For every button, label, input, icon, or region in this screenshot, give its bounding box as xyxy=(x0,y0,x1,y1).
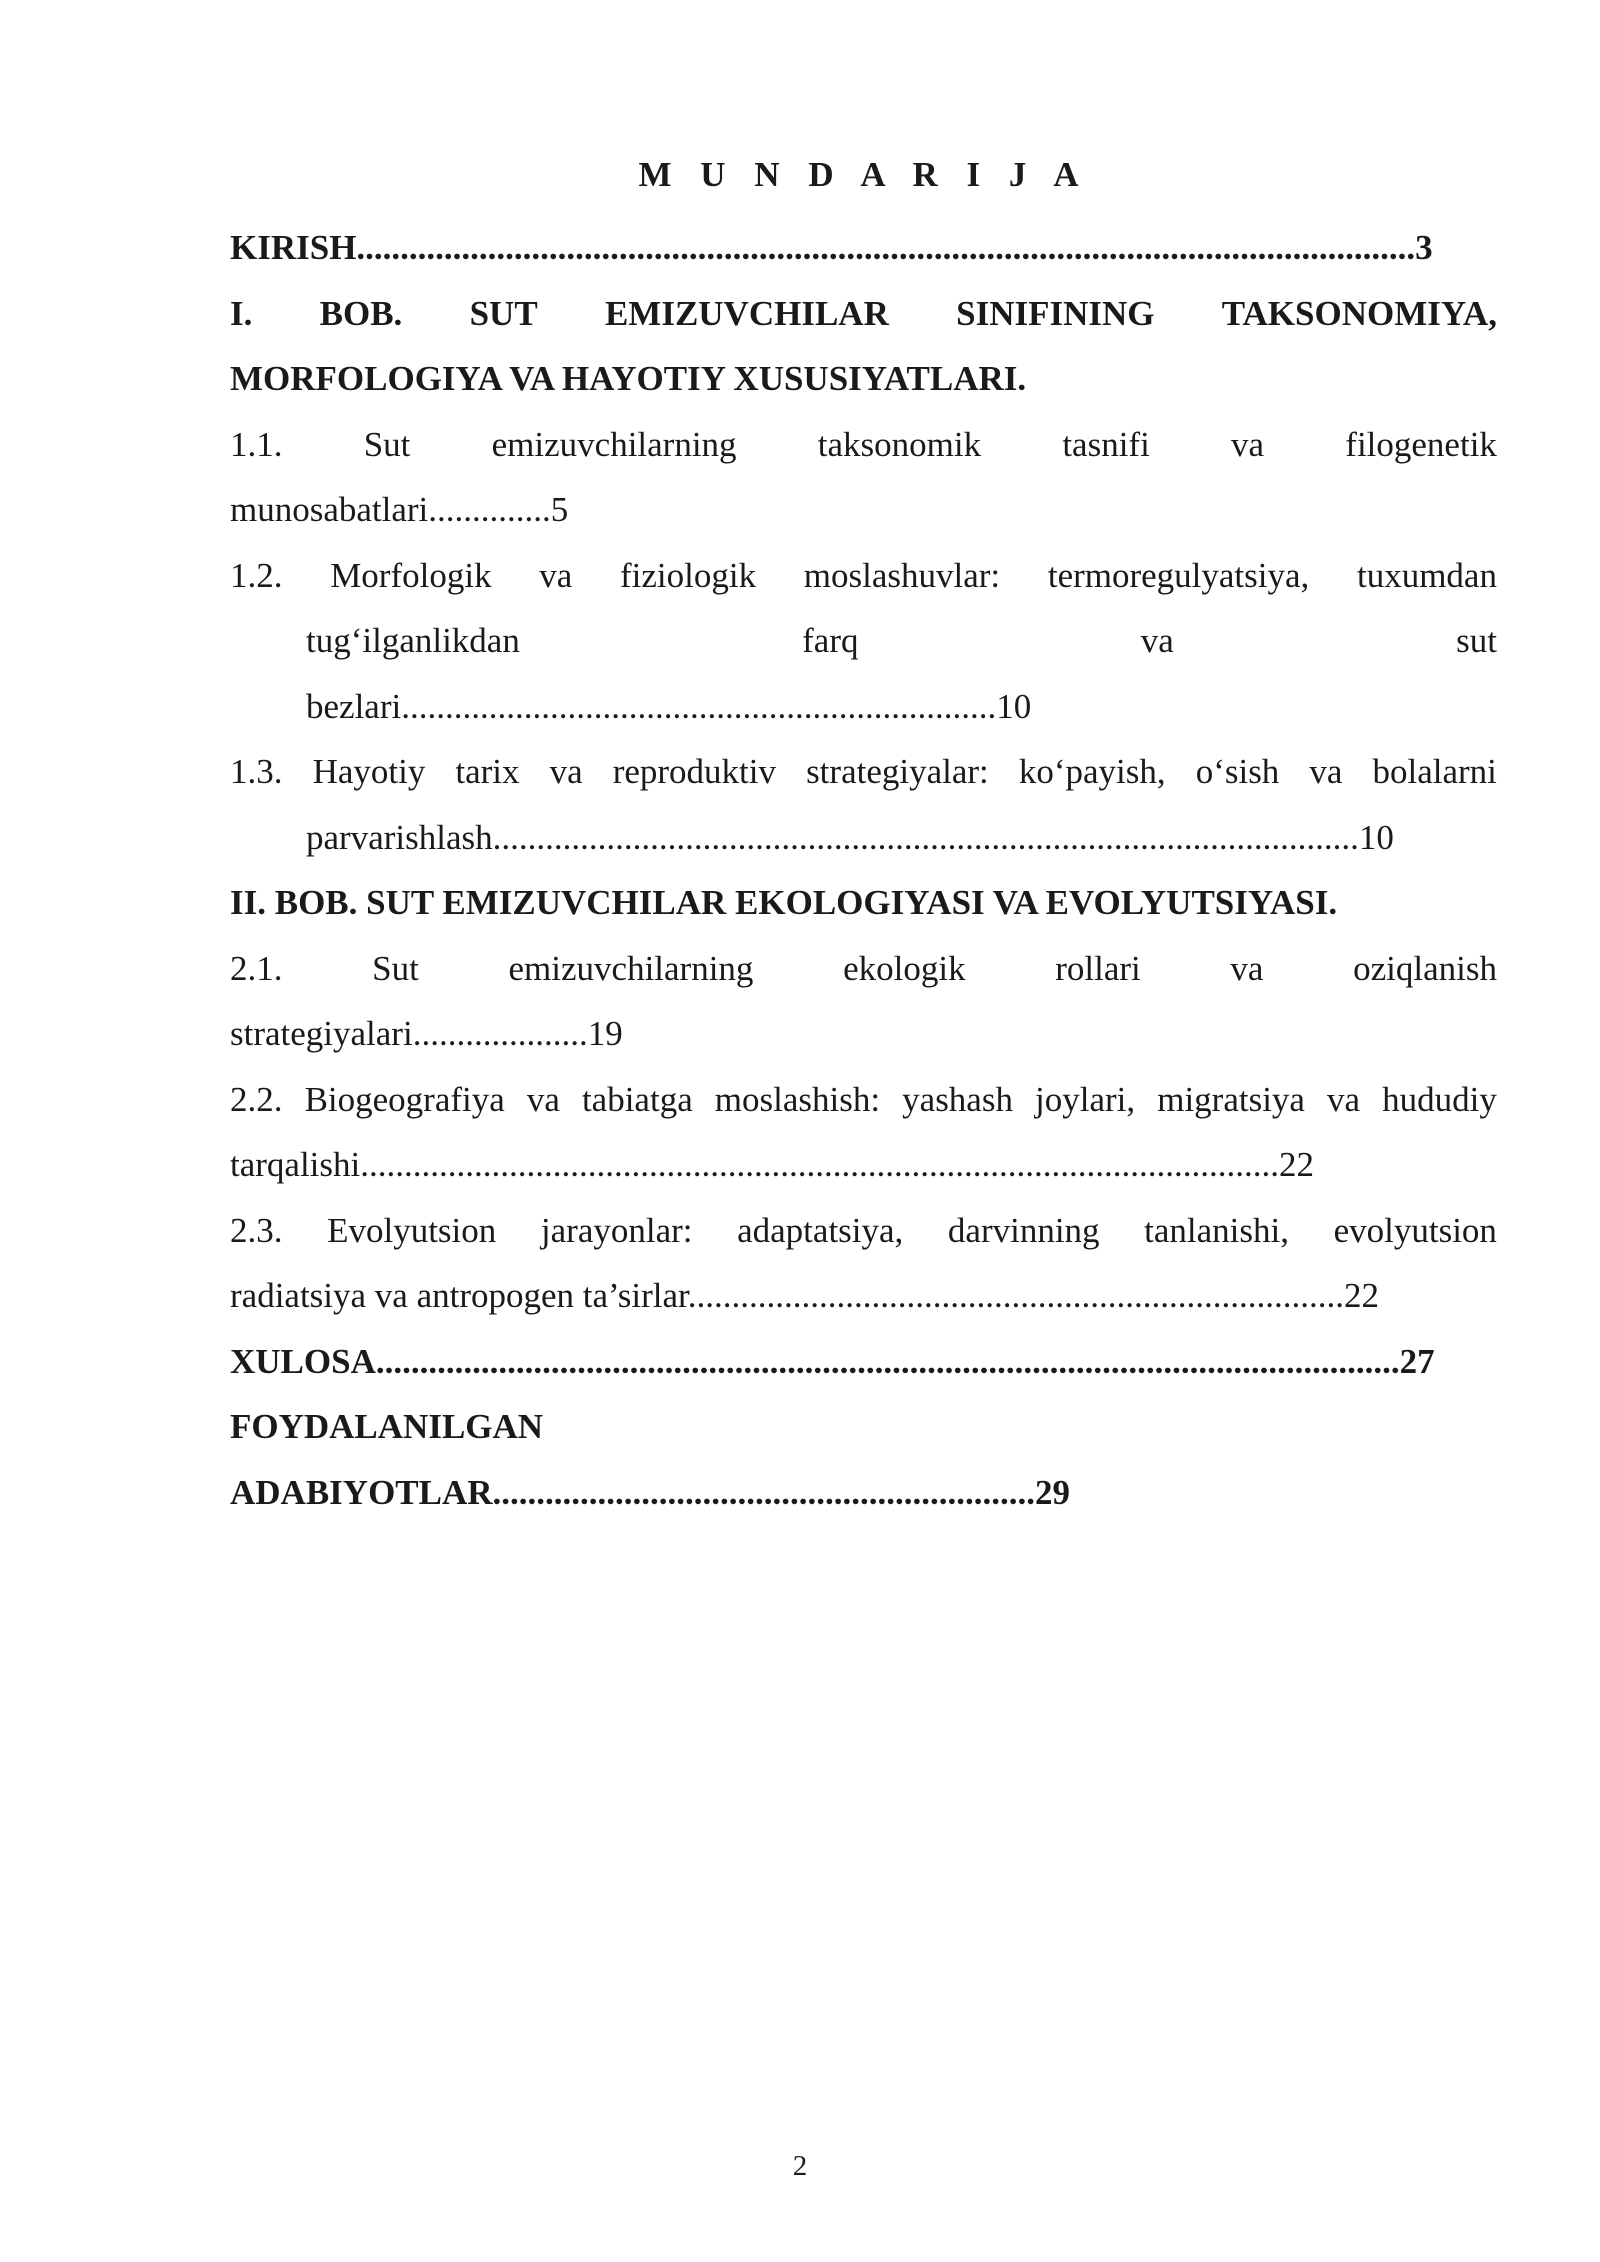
toc-word: va xyxy=(539,555,573,595)
page-title: M U N D A R I J A xyxy=(638,155,1089,194)
toc-entry-foydalanilgan: FOYDALANILGAN xyxy=(230,1407,544,1446)
toc-word: bolalarni xyxy=(1372,752,1497,791)
toc-word: emizuvchilarning xyxy=(491,424,737,464)
toc-word: o‘sish xyxy=(1195,752,1280,791)
toc-word: moslashish: xyxy=(714,1079,881,1119)
toc-section-1-2-line-2 xyxy=(230,608,1497,674)
toc-word: taksonomik xyxy=(817,424,982,464)
toc-word: va xyxy=(526,1079,560,1119)
toc-chapter-1-line-2: MORFOLOGIYA VA HAYOTIY XUSUSIYATLARI. xyxy=(230,359,1027,398)
toc-entry-adabiyotlar: ADABIYOTLAR..............................................................29 xyxy=(230,1472,1071,1512)
toc-section-1-2-line-3: bezlari....................................................................10 xyxy=(306,686,1032,726)
toc-entry-kirish: KIRISH.........................................................................................................................3 xyxy=(230,228,1433,267)
toc-word: tabiatga xyxy=(581,1079,693,1119)
toc-word: 1.3. xyxy=(230,752,283,791)
toc-word: termoregulyatsiya, xyxy=(1047,555,1310,595)
toc-chapter-1-line-1 xyxy=(230,281,1497,347)
toc-word: strategiyalar: xyxy=(806,752,989,791)
toc-word: 2.3. xyxy=(230,1210,283,1250)
toc-word: Hayotiy xyxy=(312,752,426,791)
toc-word: rollari xyxy=(1055,948,1141,988)
toc-word: va xyxy=(1309,752,1343,791)
toc-section-1-1-line-2: munosabatlari..............5 xyxy=(230,490,569,529)
toc-word: tug‘ilganlikdan xyxy=(306,621,520,660)
toc-word: Evolyutsion xyxy=(327,1210,497,1250)
toc-section-2-1-line-2: strategiyalari....................19 xyxy=(230,1014,623,1053)
toc-word: va xyxy=(1140,621,1174,660)
toc-section-2-3-line-2: radiatsiya va antropogen ta’sirlar...........................................................................22 xyxy=(230,1276,1380,1315)
toc-word: EMIZUVCHILAR xyxy=(604,293,889,333)
toc-word: Biogeografiya xyxy=(304,1079,505,1119)
toc-section-2-2-line-2: tarqalishi.........................................................................................................22 xyxy=(230,1145,1314,1184)
toc-word: farq xyxy=(802,621,859,660)
toc-word: joylari, xyxy=(1035,1079,1136,1119)
toc-word: emizuvchilarning xyxy=(508,948,754,988)
toc-word: moslashuvlar: xyxy=(803,555,1001,595)
toc-word: fiziologik xyxy=(620,555,757,595)
toc-word: SUT xyxy=(469,293,538,333)
toc-word: yashash xyxy=(902,1079,1013,1119)
toc-word: 2.1. xyxy=(230,948,283,988)
toc-word: tuxumdan xyxy=(1356,555,1497,595)
toc-word: 1.1. xyxy=(230,424,283,464)
toc-word: tanlanishi, xyxy=(1144,1210,1289,1250)
toc-word: TAKSONOMIYA, xyxy=(1221,293,1497,333)
toc-word: reproduktiv xyxy=(612,752,776,791)
toc-section-2-3-line-1 xyxy=(230,1198,1497,1264)
toc-entry-xulosa: XULOSA.....................................................................................................................27 xyxy=(230,1341,1435,1381)
table-of-contents xyxy=(230,150,1497,1525)
toc-word: evolyutsion xyxy=(1333,1210,1497,1250)
toc-section-1-3-line-1 xyxy=(230,739,1497,805)
page-number: 2 xyxy=(792,2150,808,2182)
toc-word: va xyxy=(1230,948,1264,988)
toc-word: I. xyxy=(230,293,253,333)
toc-word: BOB. xyxy=(319,293,403,333)
toc-word: darvinning xyxy=(947,1210,1100,1250)
toc-section-1-2-line-1 xyxy=(230,543,1497,609)
toc-word: tarix xyxy=(455,752,520,791)
toc-word: 2.2. xyxy=(230,1079,283,1119)
toc-section-2-2-line-1 xyxy=(230,1067,1497,1133)
toc-word: 1.2. xyxy=(230,555,283,595)
toc-word: va xyxy=(1231,424,1265,464)
toc-word: va xyxy=(1327,1079,1361,1119)
toc-word: tasnifi xyxy=(1062,424,1150,464)
toc-word: oziqlanish xyxy=(1353,948,1497,988)
toc-section-1-3-line-2: parvarishlash...................................................................................................10 xyxy=(306,817,1394,857)
toc-section-2-1-line-1 xyxy=(230,936,1497,1002)
toc-word: Sut xyxy=(372,948,419,988)
toc-word: migratsiya xyxy=(1157,1079,1305,1119)
toc-word: ko‘payish, xyxy=(1018,752,1166,791)
toc-word: Morfologik xyxy=(330,555,492,595)
toc-word: hududiy xyxy=(1382,1079,1497,1119)
toc-word: SINIFINING xyxy=(956,293,1155,333)
toc-word: filogenetik xyxy=(1345,424,1497,464)
toc-word: va xyxy=(549,752,583,791)
toc-chapter-2: II. BOB. SUT EMIZUVCHILAR EKOLOGIYASI VA EVOLYUTSIYASI. xyxy=(230,883,1338,922)
toc-word: ekologik xyxy=(843,948,966,988)
toc-word: Sut xyxy=(363,424,411,464)
toc-word: jarayonlar: xyxy=(540,1210,693,1250)
toc-word: sut xyxy=(1456,621,1497,660)
toc-section-1-1-line-1 xyxy=(230,412,1497,478)
toc-word: adaptatsiya, xyxy=(737,1210,904,1250)
